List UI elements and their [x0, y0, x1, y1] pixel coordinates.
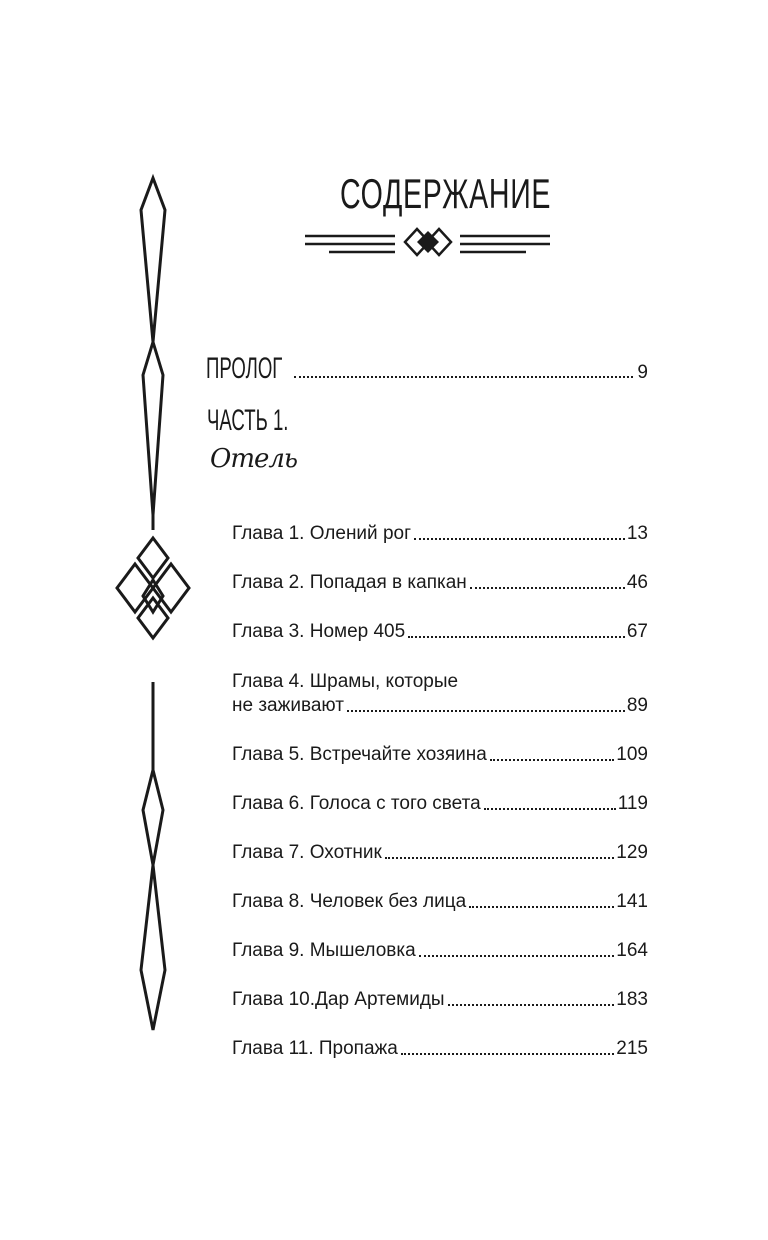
chapter-title: Глава 1. Олений рог: [232, 523, 412, 544]
toc-entry[interactable]: [232, 1012, 648, 1061]
page-number: 183: [616, 989, 648, 1010]
page-number: 215: [616, 1038, 648, 1059]
title-divider-ornament: [305, 222, 550, 264]
prologue-label: ПРОЛОГ: [206, 352, 283, 385]
chapter-title-line1: Глава 4. Шрамы, которые: [232, 671, 459, 692]
chapter-title: Глава 3. Номер 405: [232, 621, 406, 642]
toc-entry[interactable]: [232, 595, 648, 644]
dot-leader: [414, 538, 625, 540]
chapter-title-line2: не заживают: [232, 695, 344, 716]
dot-leader: [419, 955, 615, 957]
dot-leader: [408, 636, 625, 638]
toc-entry[interactable]: [232, 718, 648, 767]
page-number: 9: [637, 362, 648, 383]
dot-leader: [470, 587, 625, 589]
page-number: 119: [617, 793, 648, 814]
dot-leader: [294, 376, 633, 378]
part-subtitle: Отель: [210, 444, 298, 474]
page-number: 129: [616, 842, 648, 863]
toc-entry[interactable]: [232, 865, 648, 914]
toc-entry[interactable]: [232, 963, 648, 1012]
toc-entry[interactable]: [232, 816, 648, 865]
page-number: 67: [626, 621, 648, 642]
page-number: 13: [626, 523, 648, 544]
chapter-title: Глава 9. Мышеловка: [232, 940, 416, 961]
dot-leader: [401, 1053, 614, 1055]
toc-entry[interactable]: [232, 767, 648, 816]
chapter-title: Глава 5. Встречайте хозяина: [232, 744, 487, 765]
page-number: 46: [626, 572, 648, 593]
chapter-title: Глава 2. Попадая в капкан: [232, 572, 467, 593]
dot-leader: [347, 710, 625, 712]
page-number: 141: [616, 891, 648, 912]
toc-entry[interactable]: [232, 914, 648, 963]
page-title: СОДЕРЖАНИЕ: [340, 170, 552, 217]
chapter-title: Глава 11. Пропажа: [232, 1038, 398, 1059]
dot-leader: [385, 857, 614, 859]
chapter-list: [232, 497, 648, 1061]
page-number: 109: [616, 744, 648, 765]
chapter-title: Глава 6. Голоса с того света: [232, 793, 481, 814]
page-number: 89: [626, 695, 648, 716]
chapter-title: Глава 8. Человек без лица: [232, 891, 467, 912]
page-number: 164: [616, 940, 648, 961]
dot-leader: [484, 808, 616, 810]
toc-entry-prologue[interactable]: [206, 350, 648, 384]
toc-entry[interactable]: [232, 644, 648, 718]
chapter-title: Глава 7. Охотник: [232, 842, 382, 863]
dot-leader: [469, 906, 614, 908]
dot-leader: [490, 759, 614, 761]
toc-entry[interactable]: [232, 497, 648, 546]
side-ornament: [110, 170, 200, 1040]
chapter-title: Глава 10.Дар Артемиды: [232, 989, 445, 1010]
toc-entry[interactable]: [232, 546, 648, 595]
dot-leader: [448, 1004, 615, 1006]
part-title: ЧАСТЬ 1.: [207, 404, 289, 437]
